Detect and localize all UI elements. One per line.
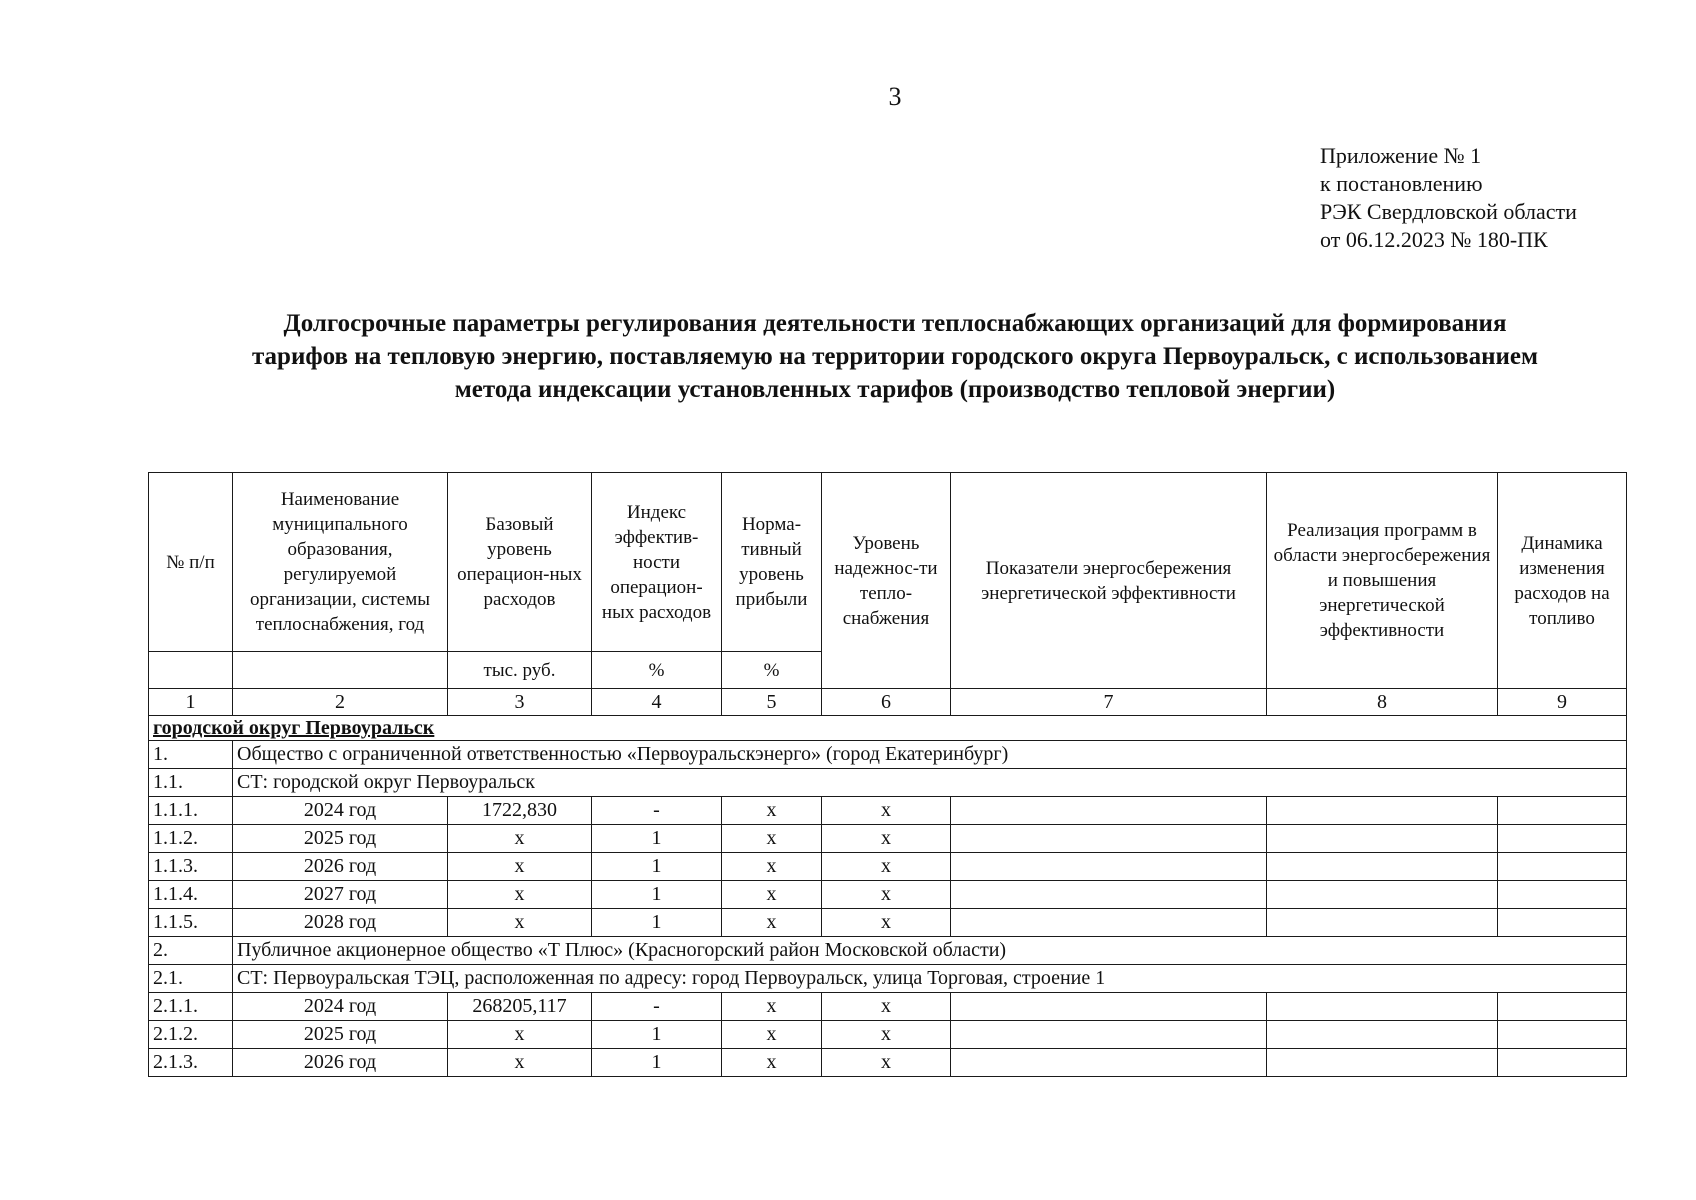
document-title: [150, 307, 1640, 406]
system-row: [149, 965, 1627, 993]
base-opex-cell: 1722,830: [448, 797, 592, 825]
reliability-cell: х: [822, 993, 951, 1021]
appendix-line: Приложение № 1: [1320, 143, 1482, 168]
row-number: 2.1.2.: [149, 1021, 233, 1049]
efficiency-index-cell: 1: [592, 881, 722, 909]
title-line: тарифов на тепловую энергию, поставляемую на территории городского округа Первоуральск, с использованием: [251, 343, 1539, 370]
profit-level-cell: х: [722, 1021, 822, 1049]
empty-cell: [1267, 825, 1498, 853]
system-row: [149, 769, 1627, 797]
column-number: 9: [1498, 689, 1627, 716]
header-cell: Базовый уровень операцион-ных расходов: [448, 473, 592, 652]
organization-row: [149, 741, 1627, 769]
row-number: 1.1.: [149, 769, 233, 797]
table-row: [149, 825, 1627, 853]
appendix-line: к постановлению: [1320, 171, 1483, 196]
empty-cell: [1498, 993, 1627, 1021]
header-cell: Показатели энергосбережения энергетической эффективности: [951, 473, 1267, 689]
appendix-block: [1320, 142, 1577, 254]
profit-level-cell: х: [722, 993, 822, 1021]
empty-cell: [1498, 825, 1627, 853]
appendix-line: от 06.12.2023 № 180-ПК: [1320, 227, 1548, 252]
table-row: [149, 881, 1627, 909]
row-number: 1.1.4.: [149, 881, 233, 909]
appendix-line: РЭК Свердловской области: [1320, 199, 1577, 224]
year-cell: 2024 год: [233, 797, 448, 825]
empty-cell: [951, 1049, 1267, 1077]
year-cell: 2024 год: [233, 993, 448, 1021]
empty-cell: [951, 853, 1267, 881]
empty-cell: [1498, 853, 1627, 881]
efficiency-index-cell: 1: [592, 853, 722, 881]
empty-cell: [951, 825, 1267, 853]
empty-cell: [1267, 1049, 1498, 1077]
organization-row: [149, 937, 1627, 965]
row-number: 1.1.3.: [149, 853, 233, 881]
reliability-cell: х: [822, 1021, 951, 1049]
row-number: 2.: [149, 937, 233, 965]
table-row: [149, 797, 1627, 825]
empty-cell: [1267, 853, 1498, 881]
year-cell: 2025 год: [233, 1021, 448, 1049]
table-row: [149, 853, 1627, 881]
base-opex-cell: х: [448, 1049, 592, 1077]
row-number: 1.1.5.: [149, 909, 233, 937]
empty-cell: [951, 1021, 1267, 1049]
table-row: [149, 1049, 1627, 1077]
empty-cell: [1267, 881, 1498, 909]
column-number: 7: [951, 689, 1267, 716]
row-number: 1.: [149, 741, 233, 769]
row-number: 2.1.: [149, 965, 233, 993]
reliability-cell: х: [822, 797, 951, 825]
profit-level-cell: х: [722, 1049, 822, 1077]
header-cell: Наименование муниципального образования, регулируемой организации, системы теплоснабжения, год: [233, 473, 448, 652]
empty-cell: [1498, 1021, 1627, 1049]
empty-cell: [1498, 1049, 1627, 1077]
base-opex-cell: х: [448, 881, 592, 909]
year-cell: 2026 год: [233, 853, 448, 881]
reliability-cell: х: [822, 853, 951, 881]
table-row: [149, 909, 1627, 937]
column-number: 6: [822, 689, 951, 716]
profit-level-cell: х: [722, 797, 822, 825]
empty-cell: [951, 797, 1267, 825]
profit-level-cell: х: [722, 825, 822, 853]
reliability-cell: х: [822, 909, 951, 937]
year-cell: 2026 год: [233, 1049, 448, 1077]
empty-cell: [951, 881, 1267, 909]
header-cell: № п/п: [149, 473, 233, 652]
empty-cell: [1267, 909, 1498, 937]
header-cell: Индекс эффектив-ности операцион-ных расходов: [592, 473, 722, 652]
column-number: 8: [1267, 689, 1498, 716]
base-opex-cell: х: [448, 909, 592, 937]
header-cell: Реализация программ в области энергосбережения и повышения энергетической эффективности: [1267, 473, 1498, 689]
column-number-row: [149, 689, 1627, 716]
year-cell: 2027 год: [233, 881, 448, 909]
column-number: 5: [722, 689, 822, 716]
empty-cell: [951, 909, 1267, 937]
page-number: 3: [888, 82, 902, 111]
unit-cell: %: [722, 652, 822, 689]
organization-name: Общество с ограниченной ответственностью «Первоуральскэнерго» (город Екатеринбург): [233, 741, 1627, 769]
profit-level-cell: х: [722, 881, 822, 909]
base-opex-cell: х: [448, 825, 592, 853]
empty-cell: [1498, 797, 1627, 825]
efficiency-index-cell: -: [592, 797, 722, 825]
system-name: СТ: городской округ Первоуральск: [233, 769, 1627, 797]
title-line: метода индексации установленных тарифов (производство тепловой энергии): [454, 376, 1336, 403]
row-number: 1.1.2.: [149, 825, 233, 853]
system-name: СТ: Первоуральская ТЭЦ, расположенная по адресу: город Первоуральск, улица Торговая, строение 1: [233, 965, 1627, 993]
efficiency-index-cell: 1: [592, 1021, 722, 1049]
header-cell: Динамика изменения расходов на топливо: [1498, 473, 1627, 689]
section-title: городской округ Первоуральск: [149, 716, 1627, 741]
efficiency-index-cell: -: [592, 993, 722, 1021]
column-number: 3: [448, 689, 592, 716]
column-number: 2: [233, 689, 448, 716]
profit-level-cell: х: [722, 853, 822, 881]
table-header-row: [149, 473, 1627, 652]
unit-cell: %: [592, 652, 722, 689]
profit-level-cell: х: [722, 909, 822, 937]
empty-cell: [951, 993, 1267, 1021]
organization-name: Публичное акционерное общество «Т Плюс» (Красногорский район Московской области): [233, 937, 1627, 965]
row-number: 2.1.1.: [149, 993, 233, 1021]
year-cell: 2025 год: [233, 825, 448, 853]
efficiency-index-cell: 1: [592, 825, 722, 853]
header-cell: Норма-тивный уровень прибыли: [722, 473, 822, 652]
section-row: [149, 716, 1627, 741]
empty-cell: [1267, 797, 1498, 825]
tariff-parameters-table: [148, 472, 1627, 1077]
table-row: [149, 1021, 1627, 1049]
reliability-cell: х: [822, 881, 951, 909]
reliability-cell: х: [822, 1049, 951, 1077]
year-cell: 2028 год: [233, 909, 448, 937]
efficiency-index-cell: 1: [592, 909, 722, 937]
reliability-cell: х: [822, 825, 951, 853]
base-opex-cell: 268205,117: [448, 993, 592, 1021]
row-number: 2.1.3.: [149, 1049, 233, 1077]
tariff-table-container: [148, 472, 1626, 1077]
column-number: 1: [149, 689, 233, 716]
empty-cell: [1267, 993, 1498, 1021]
efficiency-index-cell: 1: [592, 1049, 722, 1077]
base-opex-cell: х: [448, 853, 592, 881]
empty-cell: [1498, 881, 1627, 909]
unit-cell: тыс. руб.: [448, 652, 592, 689]
column-number: 4: [592, 689, 722, 716]
header-cell: Уровень надежнос-ти тепло-снабжения: [822, 473, 951, 689]
header-cell-empty: [149, 652, 233, 689]
base-opex-cell: х: [448, 1021, 592, 1049]
header-cell-empty: [233, 652, 448, 689]
row-number: 1.1.1.: [149, 797, 233, 825]
empty-cell: [1498, 909, 1627, 937]
empty-cell: [1267, 1021, 1498, 1049]
title-line: Долгосрочные параметры регулирования деятельности теплоснабжающих организаций для формирования: [283, 310, 1507, 337]
table-row: [149, 993, 1627, 1021]
